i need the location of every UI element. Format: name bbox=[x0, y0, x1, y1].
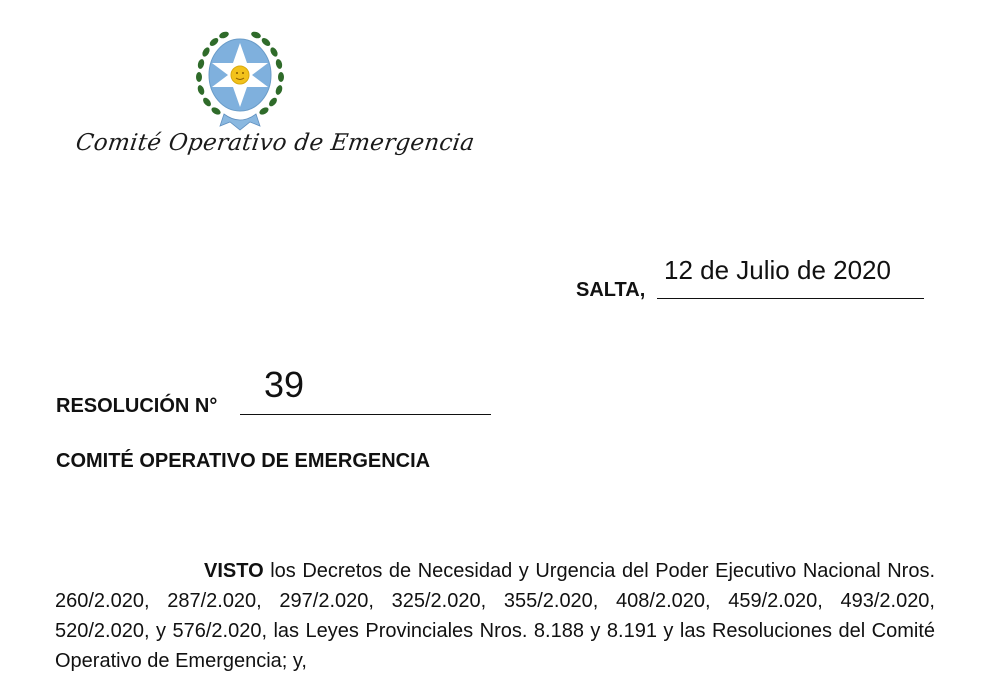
visto-text: los Decretos de Necesidad y Urgencia del Poder Ejecutivo Nacional Nros. 260/2.020, 287/2.020, 297/2.020, 325/2.020, 355/2.020, 408/2.020, 459/2.020, 493/2.020, 520/2.020, y 576/2.020, las Leyes Provinciales Nros. 8.188 y 8.191 y las Resoluciones del Comité Operativo de Emergencia; y, bbox=[55, 560, 935, 672]
visto-paragraph bbox=[55, 556, 935, 676]
date-value: 12 de Julio de 2020 bbox=[664, 255, 891, 285]
committee-title: COMITÉ OPERATIVO DE EMERGENCIA bbox=[56, 450, 431, 472]
resolution-underline bbox=[240, 414, 491, 415]
salta-label: SALTA, bbox=[576, 279, 646, 301]
org-script-title: Comité Operativo de Emergencia bbox=[74, 130, 477, 156]
resolution-number: 39 bbox=[264, 364, 305, 405]
resolution-label: RESOLUCIÓN N° bbox=[56, 395, 218, 417]
visto-lead: VISTO bbox=[204, 560, 264, 582]
salta-coat-of-arms-icon bbox=[190, 22, 290, 140]
date-underline bbox=[657, 298, 924, 299]
